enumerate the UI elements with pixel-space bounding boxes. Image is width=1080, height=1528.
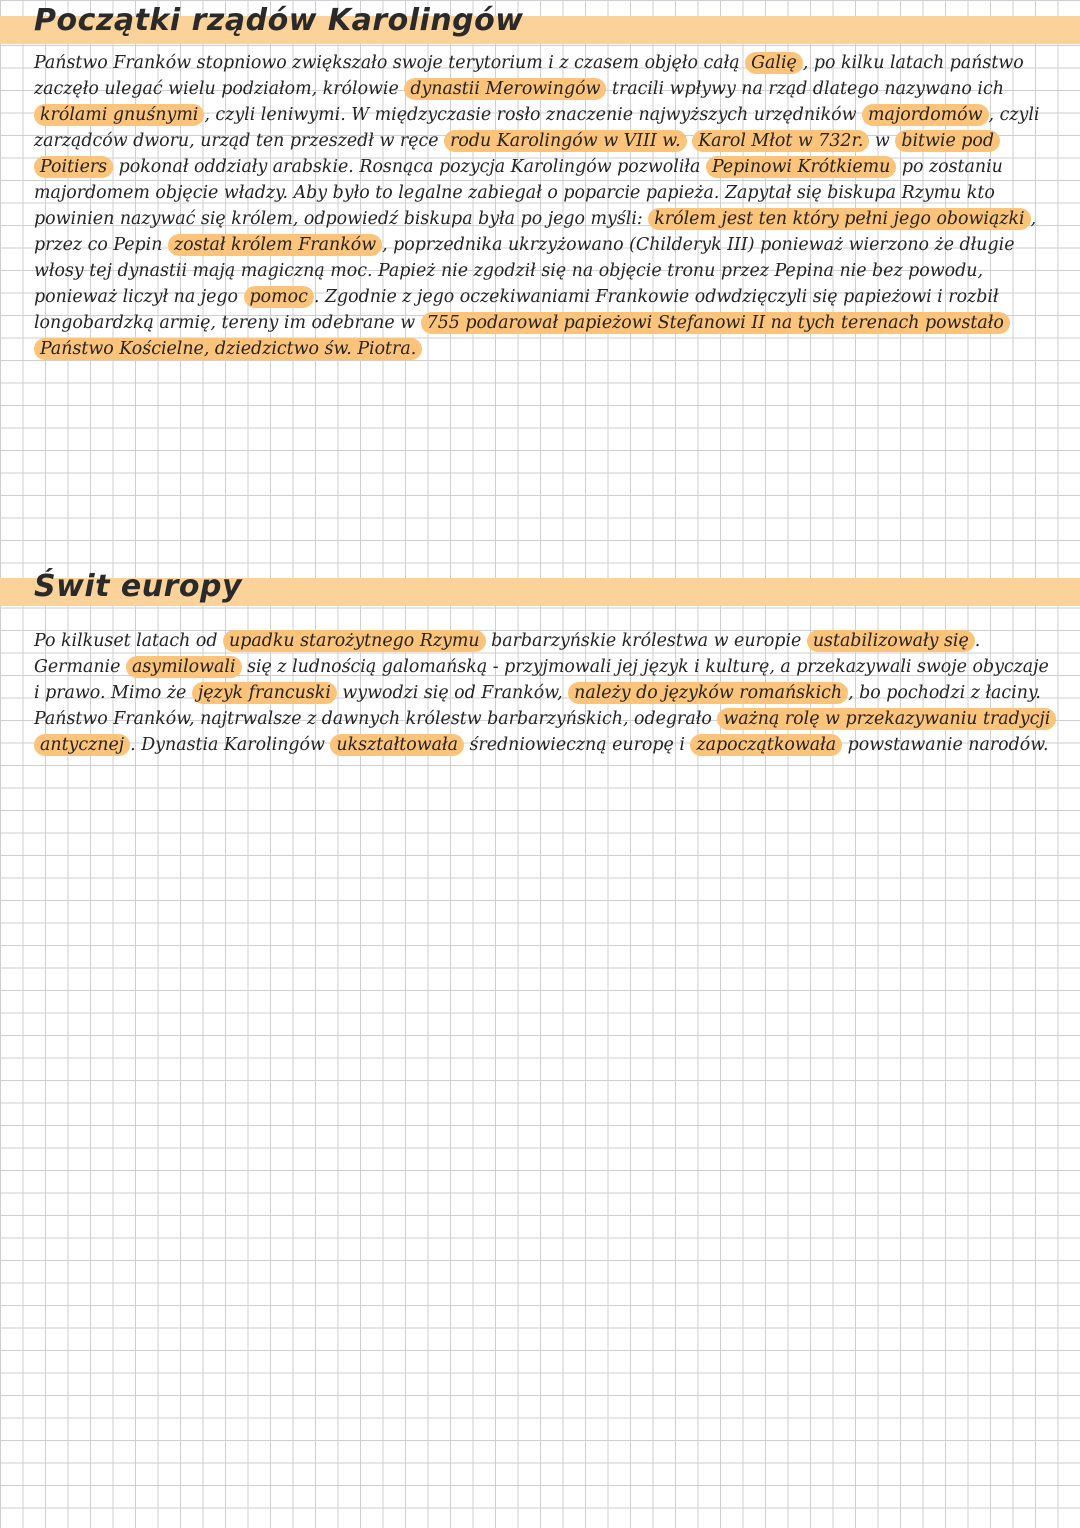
text-run: wywodzi się od Franków, — [336, 683, 569, 703]
highlighted-phrase: ukształtowała — [330, 734, 464, 756]
highlighted-phrase: rodu Karolingów w VIII w. — [444, 130, 687, 152]
text-run: tracili wpływy na rząd dlatego nazywano ich — [606, 79, 1004, 99]
highlighted-phrase: ważną rolę w przekazywaniu tradycji antycznej — [34, 708, 1056, 756]
text-run: po zostaniu majordomem objęcie władzy. Aby było to legalne zabiegał o poparcie papieża. Zapytał się biskupa Rzymu kto powinien nazywać się królem, odpowiedź biskupa była po jego myśli: — [34, 157, 1003, 229]
highlighted-phrase: należy do języków romańskich — [568, 682, 848, 704]
highlighted-phrase: królami gnuśnymi — [34, 104, 204, 126]
text-run: . Zgodnie z jego oczekiwaniami Frankowie odwdzięczyli się papieżowi i rozbił longobardzką armię, tereny im odebrane w — [34, 287, 999, 333]
highlighted-phrase: królem jest ten który pełni jego obowiązki — [648, 208, 1030, 230]
text-run: się z ludnością galomańską - przyjmowali jej język i kulturę, a przekazywali swoje obyczaje i prawo. Mimo że — [34, 657, 1049, 703]
highlighted-phrase: bitwie pod Poitiers — [34, 130, 1000, 178]
text-run: pokonał oddziały arabskie. Rosnąca pozycja Karolingów pozwoliła — [113, 157, 706, 177]
text-run: powstawanie narodów. — [842, 735, 1049, 755]
text-run: Po kilkuset latach od — [34, 631, 224, 651]
section-paragraph-karolingowie — [34, 50, 1054, 362]
highlighted-phrase: Galię — [745, 52, 803, 74]
text-run: barbarzyńskie królestwa w europie — [485, 631, 807, 651]
text-run: , bo pochodzi z łaciny. Państwo Franków, najtrwalsze z dawnych królestw barbarzyńskich, odegrało — [34, 683, 1041, 729]
text-run: średniowieczną europę i — [463, 735, 691, 755]
text-run: , czyli leniwymi. W międzyczasie rosło znaczenie najwyższych urzędników — [204, 105, 863, 125]
highlighted-phrase: 755 podarował papieżowi Stefanowi II na tych terenach powstało Państwo Kościelne, dziedzictwo św. Piotra. — [34, 312, 1010, 360]
text-run: , po kilku latach państwo zaczęło ulegać wielu podziałom, królowie — [34, 53, 1024, 99]
text-run: w — [869, 131, 896, 151]
text-run: , przez co Pepin — [34, 209, 1037, 255]
highlighted-phrase: pomoc — [244, 286, 314, 308]
highlighted-phrase: Karol Młot w 732r. — [692, 130, 869, 152]
highlighted-phrase: majordomów — [862, 104, 988, 126]
highlighted-phrase: upadku starożytnego Rzymu — [223, 630, 486, 652]
highlighted-phrase: zapoczątkowała — [690, 734, 842, 756]
highlighted-phrase: asymilowali — [126, 656, 242, 678]
section-title-swit-europy: Świt europy — [34, 569, 243, 604]
section-title-karolingowie: Początki rządów Karolingów — [34, 3, 524, 38]
highlighted-phrase: Pepinowi Krótkiemu — [706, 156, 896, 178]
text-run: Państwo Franków stopniowo zwiększało swoje terytorium i z czasem objęło całą — [34, 53, 746, 73]
text-run: , poprzednika ukrzyżowano (Childeryk III) ponieważ wierzono że długie włosy tej dynastii mają magiczną moc. Papież nie zgodził się na objęcie tronu przez Pepina nie bez powodu, ponieważ liczył na jego — [34, 235, 1015, 307]
highlighted-phrase: język francuski — [192, 682, 337, 704]
highlighted-phrase: ustabilizowały się — [807, 630, 975, 652]
section-paragraph-swit-europy — [34, 628, 1054, 758]
text-run: . Germanie — [34, 631, 981, 677]
text-run: . Dynastia Karolingów — [130, 735, 331, 755]
highlighted-phrase: dynastii Merowingów — [404, 78, 606, 100]
text-run: , czyli zarządców dworu, urząd ten przeszedł w ręce — [34, 105, 1040, 151]
highlighted-phrase: został królem Franków — [168, 234, 382, 256]
